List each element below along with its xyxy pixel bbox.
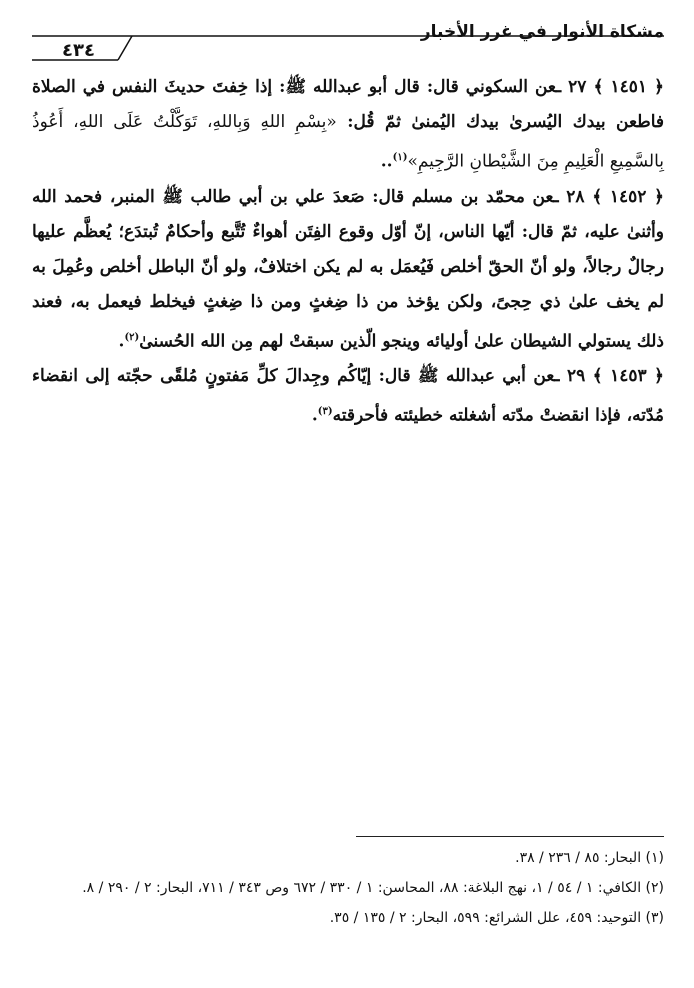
trailing-punct: . xyxy=(118,331,125,352)
footnote-separator xyxy=(356,836,664,837)
footnotes xyxy=(32,846,664,936)
footnote-ref: (٣) xyxy=(317,406,333,418)
hadith-paragraph xyxy=(32,359,664,434)
page-header xyxy=(32,14,664,64)
hadith-text: عن السكوني قال: قال أبو عبدالله ﷺ: إذا خِفتَ حديثَ النفس في الصلاة فاطعن بيدك اليُسرىٰ بيدك اليُمنىٰ ثمّ قُل: xyxy=(32,77,664,132)
hadith-quote: «بِسْمِ اللهِ وَبِاللهِ، تَوَكَّلْتُ عَلَى اللهِ، أَعُوذُ بِالسَّمِيعِ الْعَلِيمِ مِنَ الشَّيْطانِ الرَّجِيمِ» xyxy=(32,112,664,172)
hadith-text: عن محمّد بن مسلم قال: صَعدَ علي بن أبي طالب ﷺ المنبر، فحمد الله وأثنىٰ عليه، ثمّ قال: أيّها الناس، إنّ أوّل وقوع الفِتَن أهواءٌ تُتَّبع وأحكامٌ تُبتدَع؛ يُعظَّم عليها رجالٌ رجالاً، ولو أنّ الحقّ أخلص فَيُعمَل به لم يكن اختلافٌ، ولو أنّ الباطل أخلص وعُمِلَ به لم يخف علىٰ ذي حِجىً، ولكن يؤخذ من ذا ضِغثٍ ومن ذا ضِغثٍ فيخلط فيعمل به، فعند ذلك يستولي الشيطان علىٰ أوليائه وينجو الّذين سبقتْ لهم مِن الله الحُسنىٰ xyxy=(32,186,664,352)
hadith-number: ﴿ ١٤٥٣ ﴾ ٢٩ ـ xyxy=(554,366,664,387)
hadith-number: ﴿ ١٤٥٢ ﴾ ٢٨ ـ xyxy=(553,186,664,207)
footnote: (٢) الكافي: ١ / ٥٤ / ١، نهج البلاغة: ٨٨، المحاسن: ١ / ٣٣٠ / ٦٧٢ وص ٣٤٣ / ٧١١، البحار: ٢ / ٢٩٠ / ٨. xyxy=(82,880,664,896)
trailing-punct: .. xyxy=(380,151,393,172)
page-number: ٤٣٤ xyxy=(62,40,95,61)
hadith-number: ﴿ ١٤٥١ ﴾ ٢٧ ـ xyxy=(556,77,664,97)
footnote: (١) البحار: ٨٥ / ٢٣٦ / ٣٨. xyxy=(515,850,664,866)
hadith-paragraph xyxy=(32,70,664,180)
footnote-ref: (١) xyxy=(392,152,408,163)
trailing-punct: . xyxy=(311,405,318,426)
main-text xyxy=(32,70,664,434)
hadith-text: عن أبي عبدالله ﷺ قال: إيّاكُم وجِدالَ كلِّ مَفتونٍ مُلقًى حجّته إلى انقضاء مُدّته، فإذا انقضتْ مدّته أشغلته خطيئته فأحرقته xyxy=(32,366,664,426)
book-title: مشكاة الأنوار في غرر الأخبار xyxy=(420,22,664,42)
footnote: (٣) التوحيد: ٤٥٩، علل الشرائع: ٥٩٩، البحار: ٢ / ١٣٥ / ٣٥. xyxy=(329,910,664,926)
footnote-ref: (٢) xyxy=(124,331,140,343)
hadith-paragraph xyxy=(32,180,664,360)
